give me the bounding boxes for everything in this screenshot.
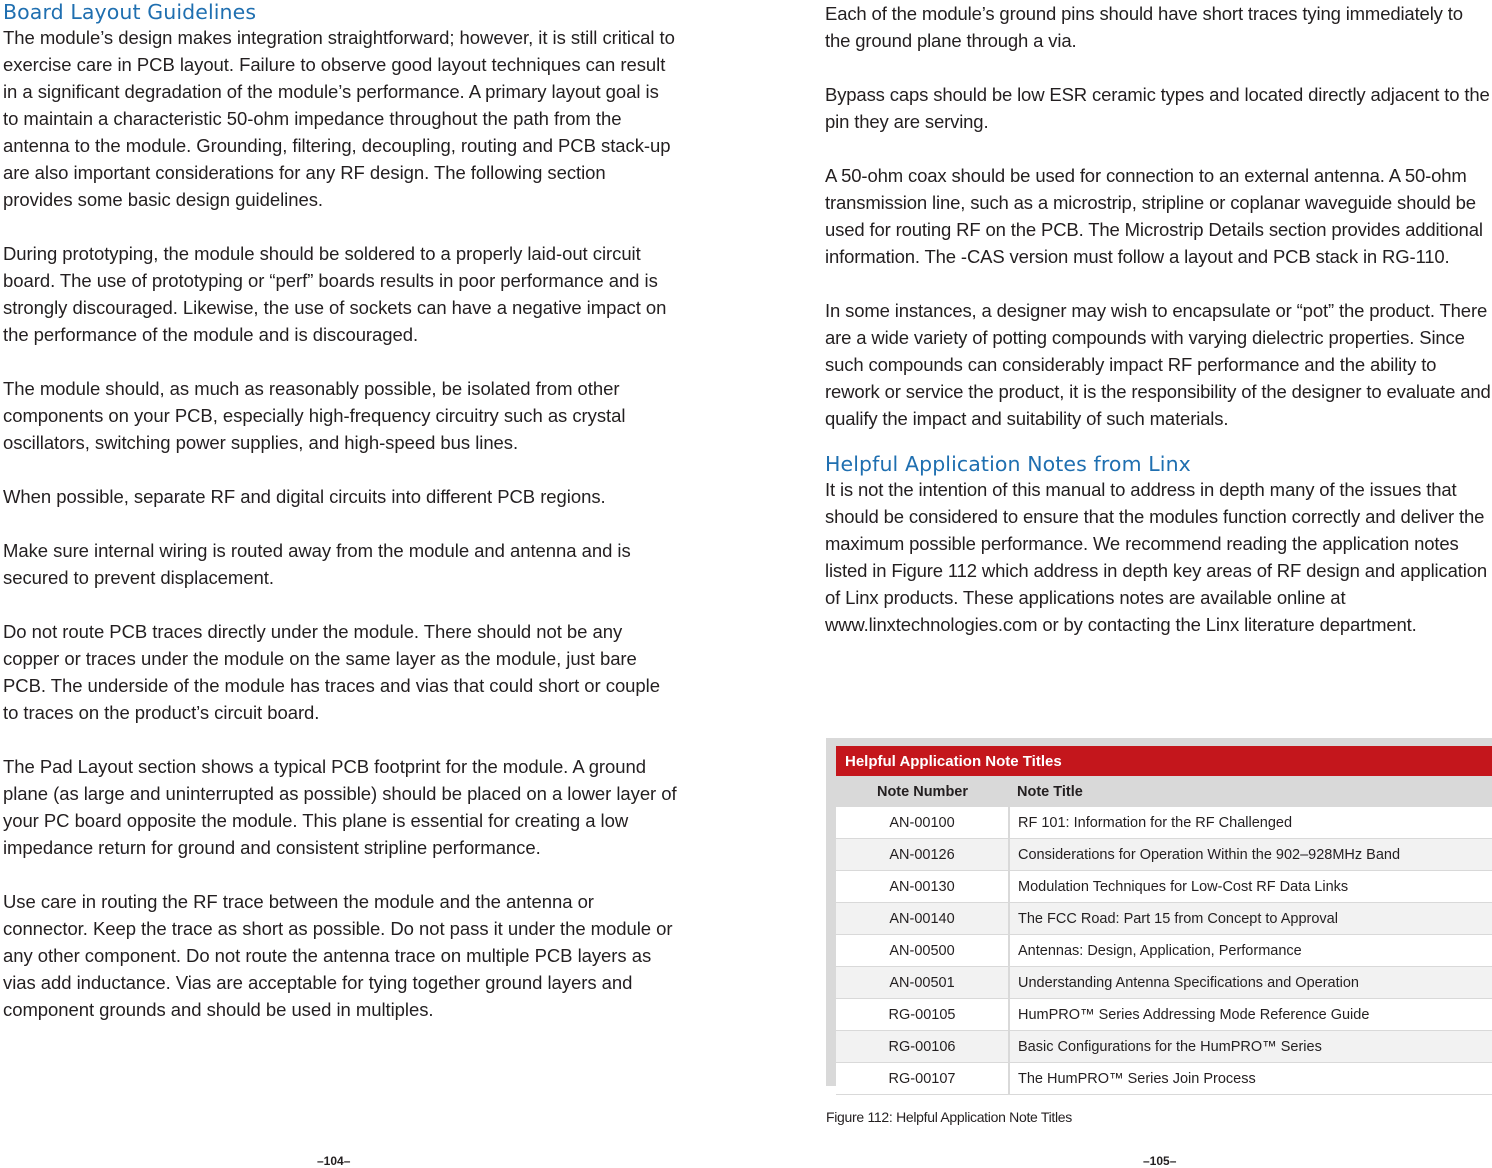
figure-caption: Figure 112: Helpful Application Note Titles	[826, 1109, 1072, 1125]
note-number: AN-00130	[836, 871, 1009, 903]
board-layout-heading: Board Layout Guidelines	[3, 0, 257, 24]
right-paragraph-2: Bypass caps should be low ESR ceramic types and located directly adjacent to the pin they are serving.	[825, 84, 1490, 132]
note-title: Basic Configurations for the HumPRO™ Series	[1009, 1031, 1492, 1063]
application-notes-table-panel	[826, 738, 1492, 1086]
note-number: AN-00100	[836, 807, 1009, 839]
table-row	[836, 1031, 1492, 1063]
column-header-note-number: Note Number	[836, 776, 1009, 807]
note-number: AN-00501	[836, 967, 1009, 999]
left-paragraph-6: Do not route PCB traces directly under the module. There should not be any copper or traces under the module on the same layer as the module, just bare PCB. The underside of the module has traces and vias that could short or couple to traces on the product’s circuit board.	[3, 621, 660, 723]
page-number-right: –105–	[1143, 1154, 1177, 1168]
left-paragraph-8: Use care in routing the RF trace between the module and the antenna or connector. Keep the trace as short as possible. Do not pass it under the module or any other component. Do not route the antenna trace on multiple PCB layers as vias add inductance. Vias are acceptable for tying together ground layers and component grounds and should be used in multiples.	[3, 891, 673, 1020]
table-row	[836, 935, 1492, 967]
application-notes-paragraph: It is not the intention of this manual to address in depth many of the issues that should be considered to ensure that the modules function correctly and deliver the maximum possible performance. We recommend reading the application notes listed in Figure 112 which address in depth key areas of RF design and application of Linx products. These applications notes are available online at www.linxtechnologies.com or by contacting the Linx literature department.	[825, 479, 1487, 635]
left-paragraph-7: The Pad Layout section shows a typical PCB footprint for the module. A ground plane (as large and uninterrupted as possible) should be placed on a lower layer of your PC board opposite the module. This plane is essential for creating a low impedance return for ground and consistent stripline performance.	[3, 756, 677, 858]
left-paragraph-2: During prototyping, the module should be soldered to a properly laid-out circuit board. The use of prototyping or “perf” boards results in poor performance and is strongly discouraged. Likewise, the use of sockets can have a negative impact on the performance of the module and is discouraged.	[3, 243, 667, 345]
right-paragraph-3: A 50-ohm coax should be used for connection to an external antenna. A 50-ohm transmission line, such as a microstrip, stripline or coplanar waveguide should be used for routing RF on the PCB. The Microstrip Details section provides additional information. The -CAS version must follow a layout and PCB stack in RG-110.	[825, 165, 1483, 267]
table-row	[836, 903, 1492, 935]
note-number: AN-00500	[836, 935, 1009, 967]
column-header-note-title: Note Title	[1009, 776, 1492, 807]
left-paragraph-3: The module should, as much as reasonably possible, be isolated from other components on your PCB, especially high-frequency circuitry such as crystal oscillators, switching power supplies, and high-speed bus lines.	[3, 378, 626, 453]
note-number: AN-00140	[836, 903, 1009, 935]
note-number: RG-00107	[836, 1063, 1009, 1095]
note-title: The HumPRO™ Series Join Process	[1009, 1063, 1492, 1095]
table-row	[836, 1063, 1492, 1095]
note-number: RG-00106	[836, 1031, 1009, 1063]
right-paragraph-1: Each of the module’s ground pins should have short traces tying immediately to the ground plane through a via.	[825, 3, 1463, 51]
left-paragraph-1: The module’s design makes integration straightforward; however, it is still critical to exercise care in PCB layout. Failure to observe good layout techniques can result in a significant degradation of the module’s performance. A primary layout goal is to maintain a characteristic 50-ohm impedance throughout the path from the antenna to the module. Grounding, filtering, decoupling, routing and PCB stack-up are also important considerations for any RF design. The following section provides some basic design guidelines.	[3, 27, 675, 210]
left-page	[3, 0, 678, 1023]
page-number-left: –104–	[317, 1154, 351, 1168]
note-title: RF 101: Information for the RF Challenged	[1009, 807, 1492, 839]
note-title: Antennas: Design, Application, Performance	[1009, 935, 1492, 967]
note-number: RG-00105	[836, 999, 1009, 1031]
left-paragraph-5: Make sure internal wiring is routed away from the module and antenna and is secured to prevent displacement.	[3, 540, 631, 588]
note-number: AN-00126	[836, 839, 1009, 871]
table-row	[836, 999, 1492, 1031]
table-row	[836, 807, 1492, 839]
application-notes-heading: Helpful Application Notes from Linx	[825, 452, 1191, 476]
table-title: Helpful Application Note Titles	[836, 746, 1492, 776]
table-row	[836, 871, 1492, 903]
left-paragraph-4: When possible, separate RF and digital circuits into different PCB regions.	[3, 486, 606, 507]
note-title: The FCC Road: Part 15 from Concept to Approval	[1009, 903, 1492, 935]
note-title: Modulation Techniques for Low-Cost RF Data Links	[1009, 871, 1492, 903]
table-row	[836, 839, 1492, 871]
application-notes-table	[836, 746, 1492, 1095]
right-paragraph-4: In some instances, a designer may wish to encapsulate or “pot” the product. There are a wide variety of potting compounds with varying dielectric properties. Since such compounds can considerably impact RF performance and the ability to rework or service the product, it is the responsibility of the designer to evaluate and qualify the impact and suitability of such materials.	[825, 300, 1491, 429]
note-title: Understanding Antenna Specifications and Operation	[1009, 967, 1492, 999]
note-title: HumPRO™ Series Addressing Mode Reference Guide	[1009, 999, 1492, 1031]
right-page	[825, 0, 1492, 638]
note-title: Considerations for Operation Within the 902–928MHz Band	[1009, 839, 1492, 871]
table-row	[836, 967, 1492, 999]
